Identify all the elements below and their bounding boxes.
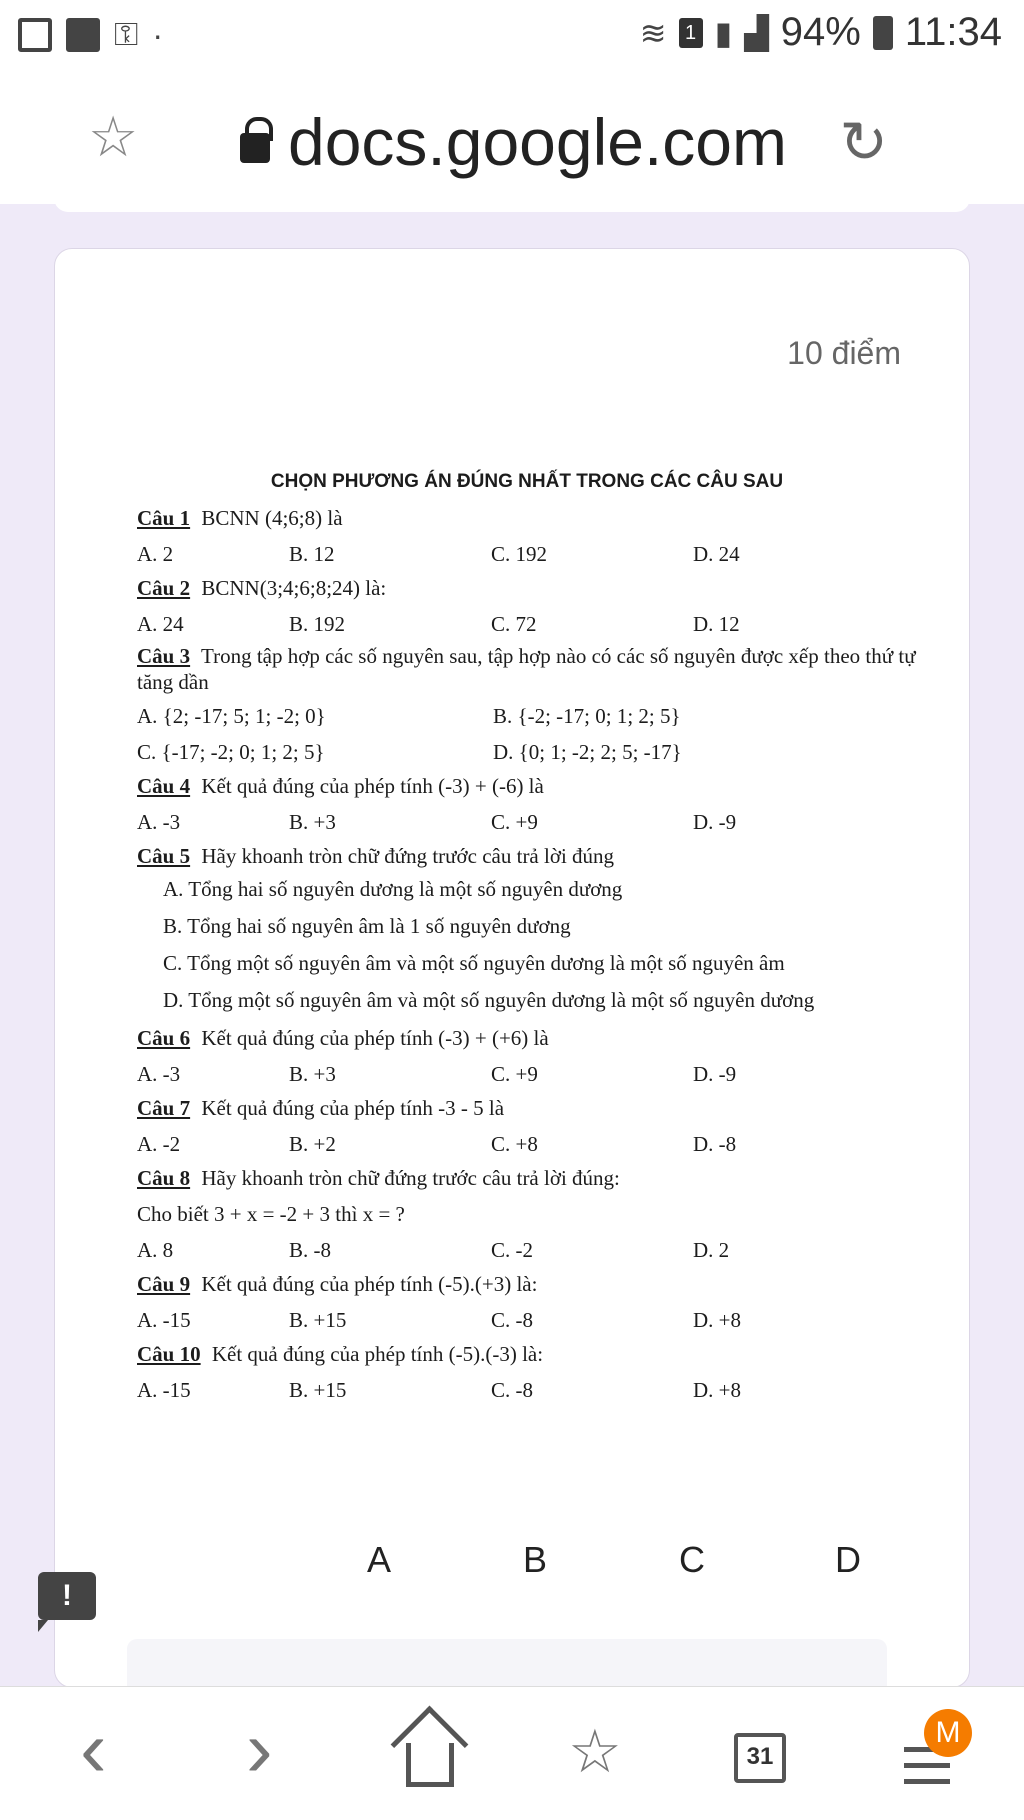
address-bar <box>0 72 1024 204</box>
url-field[interactable] <box>240 104 787 180</box>
option: A. -15 <box>137 1378 191 1402</box>
bookmarks-icon[interactable]: ☆ <box>568 1718 622 1785</box>
option: C. -8 <box>491 1378 533 1402</box>
points-label: 10 điểm <box>787 335 901 371</box>
option: D. {0; 1; -2; 2; 5; -17} <box>493 740 682 764</box>
option: B. +3 <box>289 1062 336 1086</box>
report-problem-button[interactable]: ! <box>38 1572 96 1620</box>
option: C. 72 <box>491 612 537 636</box>
signal-icon: ▮ <box>714 14 733 51</box>
question-label: Câu 7 <box>137 1096 191 1120</box>
option: C. -2 <box>491 1238 533 1262</box>
home-icon[interactable] <box>406 1743 454 1787</box>
clock: 11:34 <box>904 10 1002 54</box>
option: C. 192 <box>491 542 548 566</box>
question-2 <box>137 573 917 603</box>
answer-grid-row <box>127 1639 887 1689</box>
profile-badge[interactable]: M <box>924 1709 972 1757</box>
option: A. {2; -17; 5; 1; -2; 0} <box>137 704 326 728</box>
column-header-c: C <box>679 1539 705 1580</box>
question-text: BCNN(3;4;6;8;24) là: <box>196 576 387 600</box>
option: A. Tổng hai số nguyên dương là một số nguyên dương <box>163 877 623 901</box>
column-header-d: D <box>835 1539 861 1580</box>
option: A. -3 <box>137 810 181 834</box>
question-label: Câu 1 <box>137 506 191 530</box>
question-text: Hãy khoanh tròn chữ đứng trước câu trả lời đúng: <box>196 1166 620 1190</box>
question-4 <box>137 771 917 801</box>
tabs-icon[interactable]: 31 <box>734 1733 786 1783</box>
option: D. +8 <box>693 1308 742 1332</box>
question-9 <box>137 1269 917 1299</box>
status-bar <box>0 0 1024 72</box>
calendar-notification-icon <box>18 18 52 52</box>
options-list <box>137 871 917 1019</box>
question-text: Kết quả đúng của phép tính (-5).(-3) là: <box>206 1342 544 1366</box>
option: C. {-17; -2; 0; 1; 2; 5} <box>137 740 325 764</box>
question-label: Câu 8 <box>137 1166 191 1190</box>
question-image <box>137 471 917 1405</box>
question-label: Câu 9 <box>137 1272 191 1296</box>
reload-icon[interactable]: ↻ <box>839 110 888 175</box>
option: B. +15 <box>289 1378 347 1402</box>
document-title: CHỌN PHƯƠNG ÁN ĐÚNG NHẤT TRONG CÁC CÂU SAU <box>270 471 784 492</box>
option: C. +8 <box>491 1132 538 1156</box>
option: A. -2 <box>137 1132 181 1156</box>
options-row <box>137 1235 917 1265</box>
option: D. 24 <box>693 542 740 566</box>
option: B. {-2; -17; 0; 1; 2; 5} <box>493 704 681 728</box>
question-10 <box>137 1339 917 1369</box>
options-row <box>137 1059 917 1089</box>
question-label: Câu 2 <box>137 576 191 600</box>
options-row <box>137 539 917 569</box>
option: A. -3 <box>137 1062 181 1086</box>
question-label: Câu 5 <box>137 844 191 868</box>
previous-card-edge <box>54 196 970 212</box>
question-text: Kết quả đúng của phép tính (-3) + (-6) là <box>196 774 544 798</box>
lock-icon <box>240 133 270 163</box>
options-row <box>137 1129 917 1159</box>
question-7 <box>137 1093 917 1123</box>
option: D. -9 <box>693 1062 737 1086</box>
option: D. 12 <box>693 612 740 636</box>
options-row <box>137 609 917 639</box>
option: C. +9 <box>491 810 538 834</box>
options-row <box>137 807 917 837</box>
option: B. +3 <box>289 810 336 834</box>
question-text: Kết quả đúng của phép tính -3 - 5 là <box>196 1096 505 1120</box>
browser-bottom-nav <box>0 1686 1024 1820</box>
option: C. -8 <box>491 1308 533 1332</box>
option: D. +8 <box>693 1378 742 1402</box>
question-card <box>54 248 970 1688</box>
question-text: Kết quả đúng của phép tính (-5).(+3) là: <box>196 1272 538 1296</box>
question-1 <box>137 503 917 533</box>
question-label: Câu 6 <box>137 1026 191 1050</box>
question-label: Câu 4 <box>137 774 191 798</box>
column-header-a: A <box>367 1539 392 1580</box>
question-label: Câu 3 <box>137 644 191 668</box>
question-text: Hãy khoanh tròn chữ đứng trước câu trả lời đúng <box>196 844 615 868</box>
question-text: Kết quả đúng của phép tính (-3) + (+6) là <box>196 1026 549 1050</box>
answer-column-headers <box>55 1539 971 1599</box>
battery-icon <box>873 16 893 50</box>
question-3 <box>137 643 917 695</box>
key-icon: ⚿ <box>114 16 139 52</box>
sim-slot-indicator: 1 <box>679 18 703 48</box>
battery-percentage: 94% <box>780 10 861 54</box>
question-5 <box>137 841 917 871</box>
options-row <box>137 737 917 767</box>
question-6 <box>137 1023 917 1053</box>
more-notifications-dot: · <box>152 16 164 53</box>
back-icon[interactable]: ‹ <box>80 1704 107 1793</box>
signal-strength-icon: ▟ <box>744 14 769 51</box>
question-condition: Cho biết 3 + x = -2 + 3 thì x = ? <box>137 1202 405 1226</box>
question-8 <box>137 1163 917 1193</box>
options-row <box>137 701 917 731</box>
options-row <box>137 1305 917 1335</box>
option: C. Tổng một số nguyên âm và một số nguyên dương là một số nguyên âm <box>163 951 785 975</box>
options-row <box>137 1375 917 1405</box>
option: A. 24 <box>137 612 184 636</box>
question-text: BCNN (4;6;8) là <box>196 506 343 530</box>
option: D. -8 <box>693 1132 737 1156</box>
forward-icon[interactable]: › <box>246 1704 273 1793</box>
option: B. +2 <box>289 1132 336 1156</box>
bookmark-star-icon[interactable]: ☆ <box>88 105 139 168</box>
option: B. -8 <box>289 1238 331 1262</box>
option: B. +15 <box>289 1308 347 1332</box>
url-text: docs.google.com <box>288 105 787 179</box>
option: A. 8 <box>137 1238 174 1262</box>
option: D. Tổng một số nguyên âm và một số nguyên dương là một số nguyên dương <box>163 988 815 1012</box>
question-label: Câu 10 <box>137 1342 201 1366</box>
option: C. +9 <box>491 1062 538 1086</box>
option: B. 12 <box>289 542 335 566</box>
option: B. 192 <box>289 612 346 636</box>
flipboard-notification-icon <box>66 18 100 52</box>
wifi-icon: ≋ <box>639 14 667 51</box>
option: D. 2 <box>693 1238 730 1262</box>
option: D. -9 <box>693 810 737 834</box>
question-text: Trong tập hợp các số nguyên sau, tập hợp nào có các số nguyên được xếp theo thứ tự tăng dần <box>137 644 916 694</box>
option: A. -15 <box>137 1308 191 1332</box>
option: A. 2 <box>137 542 174 566</box>
option: B. Tổng hai số nguyên âm là 1 số nguyên dương <box>163 914 571 938</box>
column-header-b: B <box>523 1539 548 1580</box>
